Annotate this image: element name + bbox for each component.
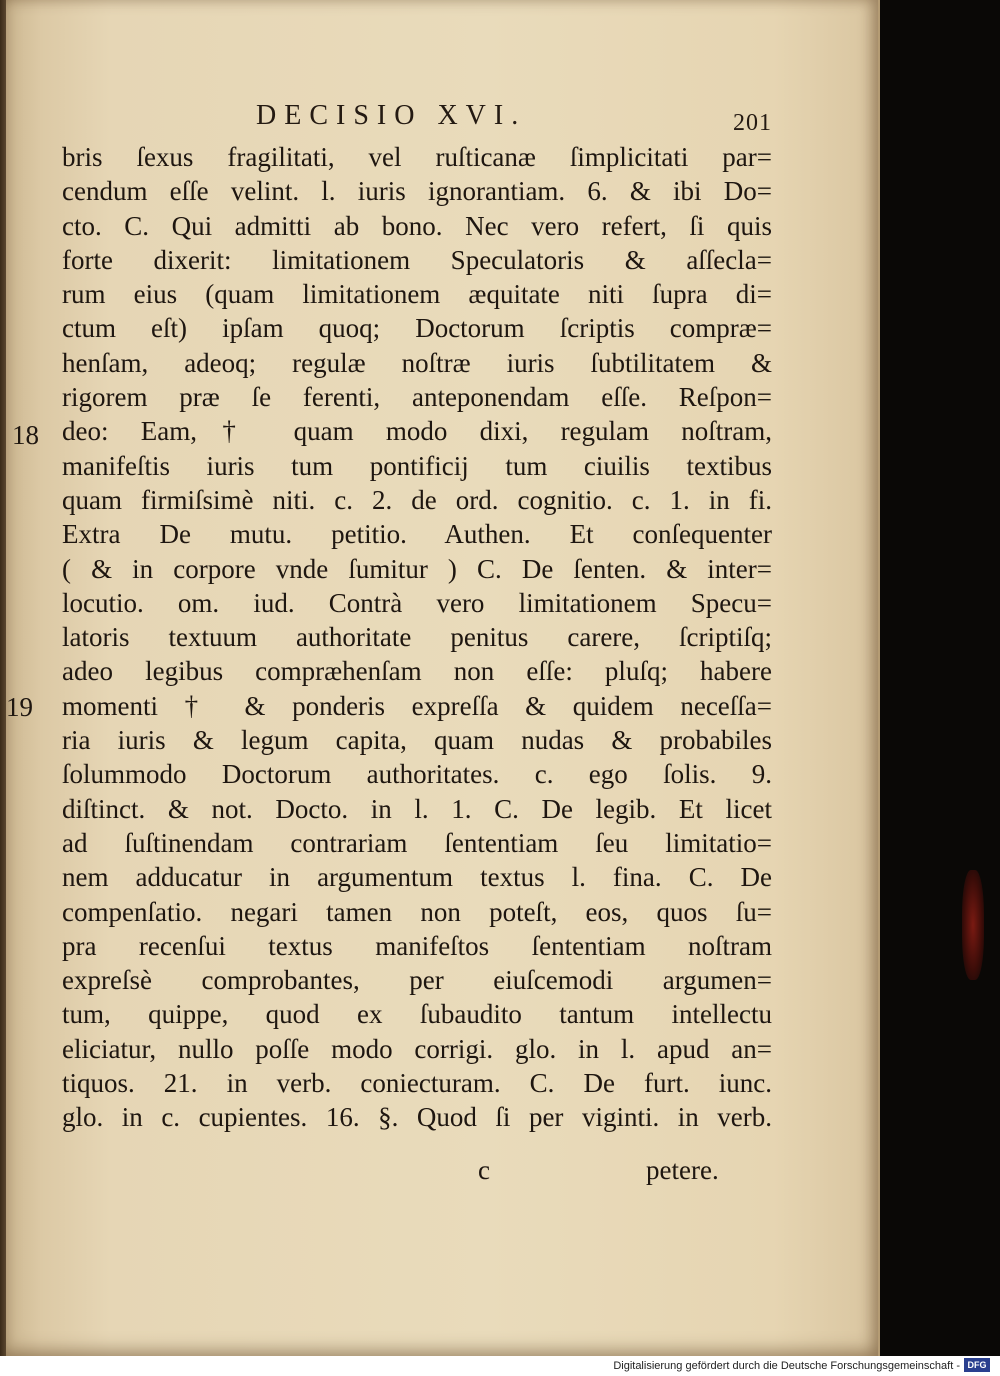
dfg-logo: DFG: [964, 1358, 990, 1372]
text-line: compenſatio. negari tamen non poteſt, eos, quos ſu=: [62, 896, 772, 927]
margin-number-19: 19: [6, 692, 33, 722]
text-line: ctum eſt) ipſam quoq; Doctorum ſcriptis compræ=: [62, 313, 772, 344]
book-edge-mark: [962, 870, 984, 980]
text-line: tiquos. 21. in verb. coniecturam. C. De furt. iunc.: [62, 1068, 772, 1099]
page-number: 201: [733, 110, 772, 136]
text-line: rigorem præ ſe ferenti, anteponendam eſſe. Reſpon=: [62, 382, 772, 413]
margin-number-18: 18: [12, 420, 39, 450]
book-page: [6, 0, 880, 1356]
text-line: deo: Eam,† quam modo dixi, regulam noſtram,: [62, 416, 772, 447]
text-line: diſtinct. & not. Docto. in l. 1. C. De legib. Et licet: [62, 793, 772, 824]
text-line: Extra De mutu. petitio. Authen. Et conſequenter: [62, 519, 772, 550]
text-line: ( & in corpore vnde ſumitur ) C. De ſenten. & inter=: [62, 553, 772, 584]
text-line: henſam, adeoq; regulæ noſtræ iuris ſubtilitatem &: [62, 347, 772, 378]
text-line: ſolummodo Doctorum authoritates. c. ego ſolis. 9.: [62, 759, 772, 790]
text-line: latoris textuum authoritate penitus carere, ſcriptiſq;: [62, 622, 772, 653]
text-line: manifeſtis iuris tum pontificij tum ciuilis textibus: [62, 450, 772, 481]
body-text: [62, 140, 772, 1135]
text-line: pra recenſui textus manifeſtos ſententiam noſtram: [62, 930, 772, 961]
text-line: tum, quippe, quod ex ſubaudito tantum intellectu: [62, 999, 772, 1030]
text-line: momenti † & ponderis expreſſa & quidem neceſſa=: [62, 690, 772, 721]
text-line: bris ſexus fragilitati, vel ruſticanæ ſimplicitati par=: [62, 142, 772, 172]
text-line: expreſsè comprobantes, per eiuſcemodi argumen=: [62, 965, 772, 996]
text-line: ria iuris & legum capita, quam nudas & probabiles: [62, 725, 772, 756]
text-line: forte dixerit: limitationem Speculatoris & aſſecla=: [62, 244, 772, 275]
text-line: eliciatur, nullo poſſe modo corrigi. glo. in l. apud an=: [62, 1033, 772, 1064]
text-line: quam firmiſsimè niti. c. 2. de ord. cognitio. c. 1. in fi.: [62, 484, 772, 515]
text-line: locutio. om. iud. Contrà vero limitationem Specu=: [62, 587, 772, 618]
text-line: rum eius (quam limitationem æquitate niti ſupra di=: [62, 279, 772, 310]
signature-mark: c: [478, 1155, 490, 1185]
text-line: ad ſuſtinendam contrariam ſententiam ſeu limitatio=: [62, 827, 772, 858]
text-line: nem adducatur in argumentum textus l. fina. C. De: [62, 862, 772, 893]
funding-credit: Digitalisierung gefördert durch die Deutsche Forschungsgemeinschaft -: [613, 1360, 960, 1372]
catchword: petere.: [646, 1155, 719, 1185]
text-line: adeo legibus compræhenſam non eſſe: pluſq; habere: [62, 656, 772, 687]
text-line: cendum eſſe velint. l. iuris ignorantiam. 6. & ibi Do=: [62, 176, 772, 207]
text-line: glo. in c. cupientes. 16. §. Quod ſi per viginti. in verb.: [62, 1102, 772, 1133]
text-line: cto. C. Qui admitti ab bono. Nec vero refert, ſi quis: [62, 210, 772, 241]
running-head: DECISIO XVI.: [256, 100, 527, 131]
